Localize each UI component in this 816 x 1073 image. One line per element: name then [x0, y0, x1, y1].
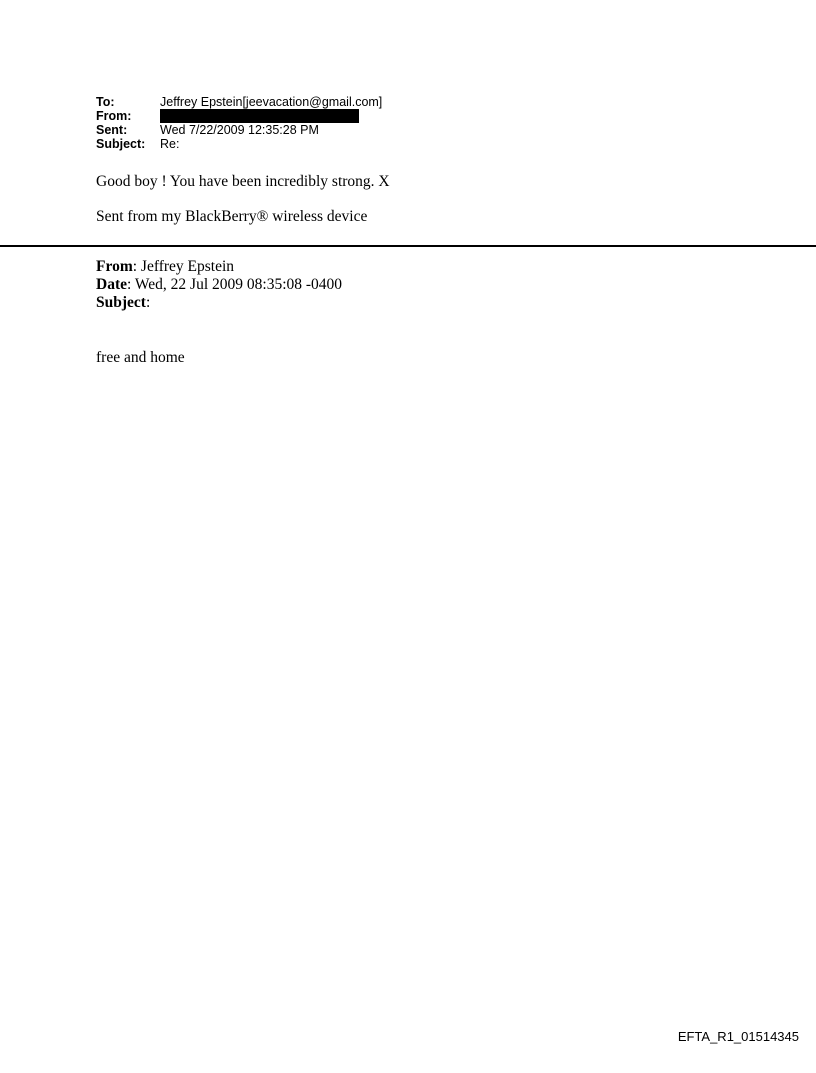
header-from-row	[96, 109, 382, 123]
divider-line	[0, 245, 816, 247]
header-to-row	[96, 95, 382, 109]
header-sent-row	[96, 123, 382, 137]
quoted-from-value: : Jeffrey Epstein	[132, 258, 235, 275]
sent-value: Wed 7/22/2009 12:35:28 PM	[160, 123, 319, 137]
quoted-date-row	[96, 276, 342, 294]
quoted-from-label: From	[96, 258, 133, 275]
quoted-subject-row	[96, 294, 342, 312]
subject-value: Re:	[160, 137, 180, 151]
header-subject-row	[96, 137, 382, 151]
to-label: To:	[96, 95, 115, 109]
email-header	[96, 95, 382, 151]
quoted-subject-label: Subject	[96, 294, 146, 311]
document-id: EFTA_R1_01514345	[677, 1029, 799, 1044]
quoted-from-row	[96, 258, 342, 276]
quoted-date-value: : Wed, 22 Jul 2009 08:35:08 -0400	[127, 276, 343, 293]
sent-label: Sent:	[96, 123, 128, 137]
quoted-message-body: free and home	[96, 349, 185, 366]
quoted-date-label: Date	[96, 276, 127, 293]
message-body: Good boy ! You have been incredibly strong. X	[96, 173, 390, 190]
subject-label: Subject:	[96, 137, 146, 151]
quoted-subject-value: :	[145, 294, 151, 311]
from-label: From:	[96, 109, 132, 123]
to-value: Jeffrey Epstein[jeevacation@gmail.com]	[160, 95, 383, 109]
signature-line: Sent from my BlackBerry® wireless device	[96, 208, 368, 225]
quoted-message-header	[96, 258, 342, 312]
redaction-box	[160, 109, 359, 123]
